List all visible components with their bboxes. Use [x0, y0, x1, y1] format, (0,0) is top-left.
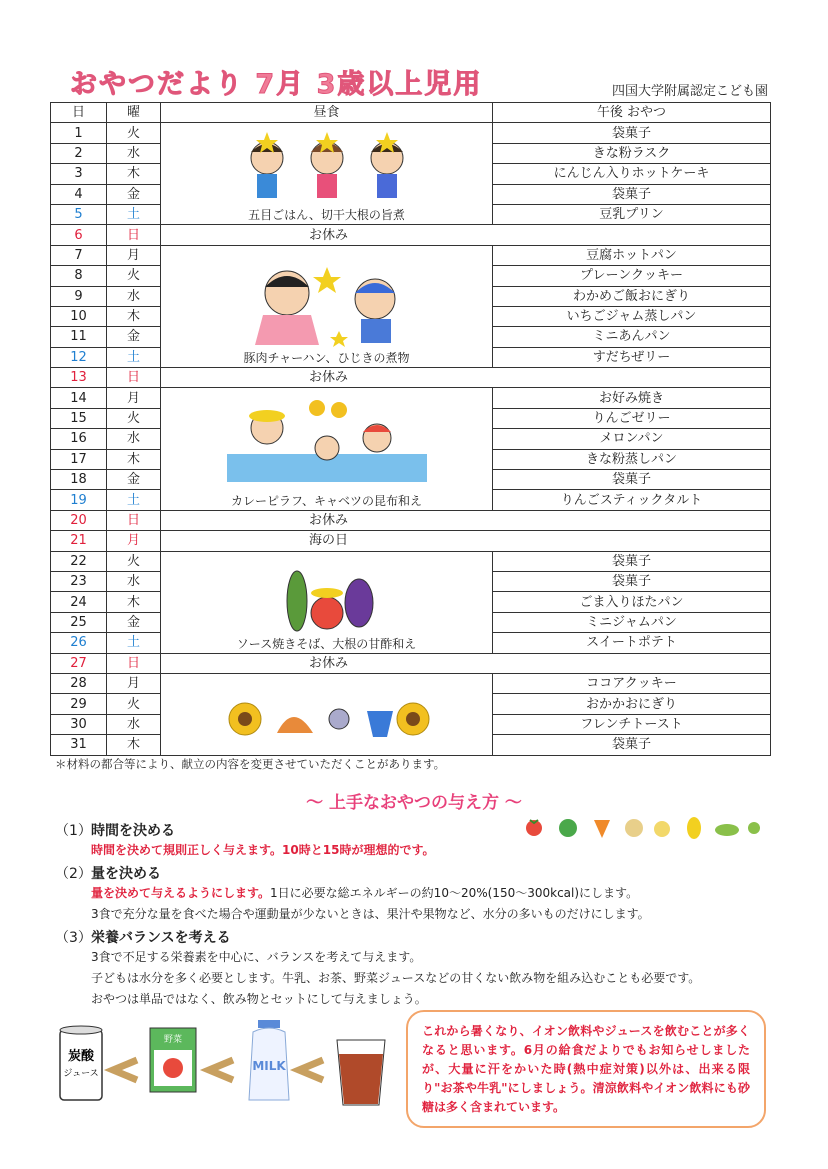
weekday-cell: 火	[107, 266, 161, 286]
snack-cell: きな粉ラスク	[493, 143, 771, 163]
snack-cell: すだちぜリー	[493, 347, 771, 367]
header-day: 日	[51, 103, 107, 123]
snack-cell: スイートポテト	[493, 633, 771, 653]
less-than-icon	[113, 1060, 137, 1080]
weekday-cell: 水	[107, 429, 161, 449]
day-cell: 29	[51, 694, 107, 714]
less-than-icon	[299, 1060, 323, 1080]
snack-cell: プレーンクッキー	[493, 266, 771, 286]
tip-2-line-1: 量を決めて与えるようにします。1日に必要な総エネルギーの約10～20%(150～300kcal)にします。	[91, 886, 639, 900]
juice-can-label: ジュース	[63, 1069, 99, 1079]
table-body	[51, 123, 771, 755]
table-row	[51, 551, 771, 571]
weekday-cell: 火	[107, 551, 161, 571]
snack-cell: 袋菓子	[493, 735, 771, 755]
snack-cell: 袋菓子	[493, 470, 771, 490]
day-cell: 1	[51, 123, 107, 143]
tip-2-line-2: 3食で充分な量を食べた場合や運動量が少ないときは、果汁や果物など、水分の多いものだけにします。	[91, 907, 650, 921]
table-row	[51, 510, 771, 530]
header-weekday: 曜	[107, 103, 161, 123]
lunch-menu-text: 五目ごはん、切干大根の旨煮	[248, 208, 405, 223]
lunch-menu-text: カレーピラフ、キャベツの昆布和え	[230, 493, 423, 508]
lunch-menu-text: 豚肉チャーハン、ひじきの煮物	[243, 351, 410, 366]
weekday-cell: 月	[107, 388, 161, 408]
table-row	[51, 673, 771, 693]
school-name: 四国大学附属認定こども園	[611, 84, 768, 99]
day-cell: 20	[51, 510, 107, 530]
weekday-cell: 火	[107, 408, 161, 428]
vegetable-juice-carton-icon	[150, 1028, 196, 1092]
tip-2-heading: （2）量を決める	[55, 866, 161, 882]
vegetables-characters-illustration	[227, 563, 427, 633]
day-cell: 31	[51, 735, 107, 755]
weekday-cell: 水	[107, 143, 161, 163]
header-snack: 午後 おやつ	[493, 103, 771, 123]
day-cell: 18	[51, 470, 107, 490]
day-cell: 22	[51, 551, 107, 571]
day-cell: 12	[51, 347, 107, 367]
less-than-icon	[209, 1060, 233, 1080]
snack-menu-table	[50, 102, 771, 756]
day-cell: 23	[51, 571, 107, 591]
weekday-cell: 水	[107, 714, 161, 734]
weekday-cell: 日	[107, 368, 161, 388]
day-cell: 9	[51, 286, 107, 306]
snack-cell: ごま入りほたパン	[493, 592, 771, 612]
holiday-cell: お休み	[161, 225, 771, 245]
lunch-cell	[161, 388, 493, 510]
day-cell: 6	[51, 225, 107, 245]
lunch-cell	[161, 123, 493, 225]
snack-cell: 豆乳プリン	[493, 204, 771, 224]
day-cell: 26	[51, 633, 107, 653]
weekday-cell: 土	[107, 633, 161, 653]
day-cell: 16	[51, 429, 107, 449]
table-row	[51, 388, 771, 408]
tip-3-line-3: おやつは単品ではなく、飲み物とセットにして与えましょう。	[91, 992, 427, 1006]
snack-cell: 袋菓子	[493, 123, 771, 143]
weekday-cell: 金	[107, 612, 161, 632]
pool-play-illustration	[227, 398, 427, 490]
weekday-cell: 土	[107, 204, 161, 224]
tip-3-line-2: 子どもは水分を多く必要とします。牛乳、お茶、野菜ジュースなどの甘くない飲み物を組み込むことも必要です。	[91, 971, 701, 985]
soda-can-label: 炭酸	[67, 1049, 95, 1064]
holiday-cell: お休み	[161, 510, 771, 530]
disclaimer-note: ＊材料の都合等により、献立の内容を変更させていただくことがあります。	[55, 757, 446, 771]
weekday-cell: 金	[107, 470, 161, 490]
table-row	[51, 245, 771, 265]
weekday-cell: 火	[107, 694, 161, 714]
weekday-cell: 木	[107, 735, 161, 755]
weekday-cell: 木	[107, 592, 161, 612]
weekday-cell: 木	[107, 449, 161, 469]
snack-cell: 袋菓子	[493, 551, 771, 571]
snack-cell: ミニあんパン	[493, 327, 771, 347]
day-cell: 8	[51, 266, 107, 286]
milk-label: MILK	[252, 1059, 286, 1073]
day-cell: 5	[51, 204, 107, 224]
snack-cell: ココアクッキー	[493, 673, 771, 693]
day-cell: 14	[51, 388, 107, 408]
soda-can-icon	[60, 1026, 102, 1100]
weekday-cell: 月	[107, 245, 161, 265]
kids-singing-illustration	[227, 130, 427, 204]
lunch-cell	[161, 245, 493, 367]
snack-cell: りんごゼリー	[493, 408, 771, 428]
carton-label: 野菜	[163, 1035, 183, 1045]
weekday-cell: 日	[107, 653, 161, 673]
table-row	[51, 368, 771, 388]
day-cell: 30	[51, 714, 107, 734]
snack-cell: りんごスティックタルト	[493, 490, 771, 510]
holiday-cell: お休み	[161, 368, 771, 388]
table-row	[51, 531, 771, 551]
weekday-cell: 火	[107, 123, 161, 143]
weekday-cell: 木	[107, 164, 161, 184]
weekday-cell: 水	[107, 286, 161, 306]
day-cell: 19	[51, 490, 107, 510]
weekday-cell: 月	[107, 673, 161, 693]
advice-box: これから暑くなり、イオン飲料やジュースを飲むことが多くなると思います。6月の給食だよりでもお知らせしましたが、大量に汗をかいた時(熱中症対策)以外は、出来る限り"お茶や牛乳"にしましょう。清涼飲料やイオン飲料にも砂糖は多く含まれています。	[406, 1010, 766, 1128]
holiday-cell: お休み	[161, 653, 771, 673]
weekday-cell: 土	[107, 347, 161, 367]
day-cell: 15	[51, 408, 107, 428]
summer-items-illustration	[217, 693, 437, 753]
tips-section	[55, 818, 775, 1010]
weekday-cell: 日	[107, 225, 161, 245]
snack-cell: 袋菓子	[493, 184, 771, 204]
snack-cell: ミニジャムパン	[493, 612, 771, 632]
day-cell: 28	[51, 673, 107, 693]
day-cell: 24	[51, 592, 107, 612]
day-cell: 4	[51, 184, 107, 204]
day-cell: 3	[51, 164, 107, 184]
weekday-cell: 月	[107, 531, 161, 551]
weekday-cell: 土	[107, 490, 161, 510]
weekday-cell: 金	[107, 184, 161, 204]
page-title: おやつだより 7月 3歳以上児用	[70, 69, 483, 100]
header-lunch: 昼食	[161, 103, 493, 123]
day-cell: 17	[51, 449, 107, 469]
tea-glass-icon	[337, 1040, 385, 1105]
day-cell: 2	[51, 143, 107, 163]
day-cell: 27	[51, 653, 107, 673]
snack-cell: わかめご飯おにぎり	[493, 286, 771, 306]
snack-cell: メロンパン	[493, 429, 771, 449]
day-cell: 10	[51, 306, 107, 326]
table-row	[51, 225, 771, 245]
day-cell: 21	[51, 531, 107, 551]
snack-cell: 豆腐ホットパン	[493, 245, 771, 265]
day-cell: 11	[51, 327, 107, 347]
day-cell: 25	[51, 612, 107, 632]
weekday-cell: 金	[107, 327, 161, 347]
snack-cell: きな粉蒸しパン	[493, 449, 771, 469]
lunch-cell	[161, 551, 493, 653]
weekday-cell: 水	[107, 571, 161, 591]
day-cell: 7	[51, 245, 107, 265]
snack-cell: おかかおにぎり	[493, 694, 771, 714]
milk-bottle-icon	[249, 1020, 289, 1100]
snack-cell: フレンチトースト	[493, 714, 771, 734]
weekday-cell: 日	[107, 510, 161, 530]
lunch-menu-text: ソース焼きそば、大根の甘酢和え	[236, 636, 417, 651]
tip-3-line-1: 3食で不足する栄養素を中心に、バランスを考えて与えます。	[91, 950, 422, 964]
table-header-row	[51, 103, 771, 123]
snack-cell: いちごジャム蒸しパン	[493, 306, 771, 326]
snack-cell: お好み焼き	[493, 388, 771, 408]
lunch-cell	[161, 673, 493, 755]
drinks-comparison-illustration	[55, 1020, 400, 1130]
snack-cell: 袋菓子	[493, 571, 771, 591]
table-row	[51, 653, 771, 673]
day-cell: 13	[51, 368, 107, 388]
header	[50, 62, 770, 102]
tanabata-illustration	[227, 255, 427, 347]
tips-title: ～ 上手なおやつの与え方 ～	[306, 793, 522, 813]
table-row	[51, 123, 771, 143]
weekday-cell: 木	[107, 306, 161, 326]
tip-1-line: 時間を決めて規則正しく与えます。10時と15時が理想的です。	[91, 843, 435, 857]
tip-1-heading: （1）時間を決める	[55, 823, 175, 839]
snack-cell: にんじん入りホットケーキ	[493, 164, 771, 184]
holiday-cell: 海の日	[161, 531, 771, 551]
tip-3-heading: （3）栄養バランスを考える	[55, 930, 231, 946]
